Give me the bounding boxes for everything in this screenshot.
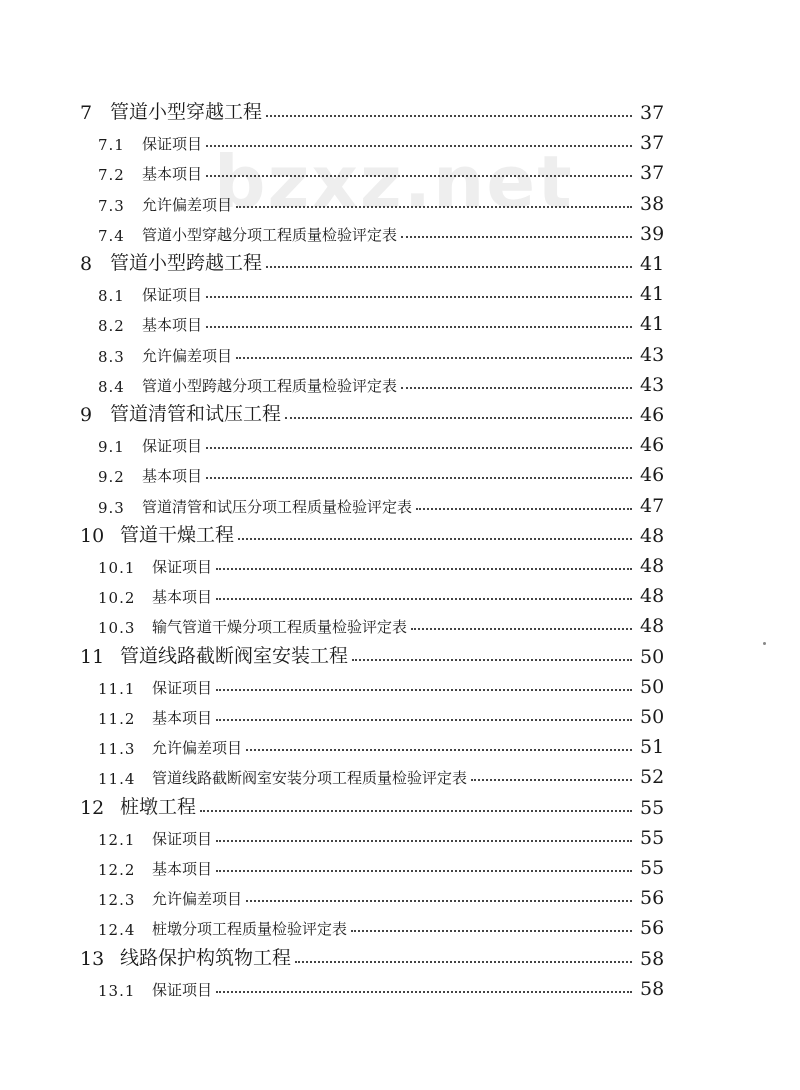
toc-entry-number: 8 (80, 253, 93, 275)
toc-entry-number: 11.2 (98, 710, 136, 728)
dot-leader (401, 387, 632, 389)
dot-leader (236, 357, 632, 359)
toc-entry-number: 9 (80, 404, 93, 426)
toc-section-row[interactable] (98, 456, 672, 486)
toc-section-row[interactable] (98, 185, 672, 215)
dot-leader (285, 417, 632, 419)
dot-leader (216, 870, 632, 872)
toc-entry-title: 管道小型跨越工程 (110, 252, 263, 274)
toc-page-number: 50 (640, 706, 665, 728)
toc-entry-title: 管道干燥工程 (120, 523, 235, 546)
toc-entry-number: 10 (80, 524, 105, 547)
toc-section-row[interactable] (98, 909, 672, 939)
dot-leader (416, 508, 632, 510)
dot-leader (471, 779, 632, 781)
toc-entry-number: 11.1 (98, 679, 136, 698)
toc-page-number: 48 (640, 615, 665, 638)
toc-section-row[interactable] (98, 366, 672, 396)
toc-page-number: 41 (640, 283, 665, 306)
toc-chapter-row[interactable] (80, 638, 672, 668)
toc-entry-title: 基本项目 (152, 860, 213, 878)
speck (763, 642, 766, 645)
toc-entry-number: 12 (80, 796, 105, 819)
dot-leader (206, 145, 632, 147)
toc-page-number: 46 (640, 434, 665, 457)
toc-entry-number: 13.1 (98, 981, 136, 1000)
toc-entry-title: 允许偏差项目 (142, 346, 233, 365)
dot-leader (236, 206, 632, 208)
toc-entry-title: 基本项目 (142, 467, 203, 486)
toc-section-row[interactable] (98, 758, 672, 788)
toc-entry-title: 输气管道干燥分项工程质量检验评定表 (152, 618, 408, 637)
toc-section-row[interactable] (98, 849, 672, 879)
dot-leader (351, 930, 632, 932)
toc-entry-title: 允许偏差项目 (142, 195, 233, 214)
toc-entry-title: 管道清管和试压分项工程质量检验评定表 (142, 497, 413, 516)
toc-entry-title: 桩墩分项工程质量检验评定表 (152, 920, 348, 939)
toc-chapter-row[interactable] (80, 940, 672, 970)
toc-section-row[interactable] (98, 879, 672, 909)
toc-entry-title: 桩墩工程 (120, 795, 197, 818)
toc-chapter-row[interactable] (80, 396, 672, 426)
toc-page-number: 50 (640, 675, 665, 698)
toc-entry-number: 9.3 (98, 498, 125, 517)
dot-leader (238, 538, 632, 540)
toc-section-row[interactable] (98, 577, 672, 607)
dot-leader (206, 477, 632, 479)
toc-entry-number: 12.1 (98, 830, 136, 849)
toc-page-number: 48 (640, 555, 665, 577)
dot-leader (401, 236, 632, 238)
toc-page-number: 55 (640, 796, 665, 819)
toc-entry-number: 11.3 (98, 740, 136, 759)
toc-page-number: 56 (640, 917, 665, 940)
toc-entry-number: 7.3 (98, 196, 125, 215)
toc-page-number: 37 (640, 132, 665, 155)
toc-page-number: 56 (640, 887, 665, 910)
toc-page-number: 58 (640, 947, 665, 970)
toc-page-number: 46 (640, 404, 665, 426)
toc-entry-number: 8.2 (98, 317, 125, 336)
toc-entry-number: 7.1 (98, 136, 125, 155)
toc-entry-number: 10.1 (98, 559, 136, 577)
toc-chapter-row[interactable] (80, 789, 672, 819)
toc-chapter-row[interactable] (80, 94, 672, 124)
toc-entry-title: 线路保护构筑物工程 (120, 946, 292, 969)
toc-section-row[interactable] (98, 215, 672, 245)
toc-page-number: 48 (640, 524, 665, 547)
dot-leader (206, 175, 632, 177)
toc-entry-title: 管道小型跨越分项工程质量检验评定表 (142, 376, 398, 395)
toc-section-row[interactable] (98, 668, 672, 698)
toc-entry-number: 7.4 (98, 226, 125, 245)
toc-entry-number: 10.3 (98, 619, 136, 638)
toc-entry-number: 11 (80, 645, 105, 668)
toc-entry-title: 保证项目 (152, 980, 213, 999)
toc-entry-number: 8.1 (98, 287, 125, 306)
dot-leader (216, 991, 632, 993)
toc-entry-title: 管道小型穿越工程 (110, 101, 263, 123)
dot-leader (206, 447, 632, 449)
dot-leader (200, 810, 632, 812)
toc-entry-title: 基本项目 (152, 709, 213, 727)
toc-entry-number: 11.4 (98, 770, 136, 789)
toc-entry-title: 基本项目 (152, 588, 213, 607)
toc-page-number: 37 (640, 162, 665, 185)
toc-section-row[interactable] (98, 426, 672, 456)
toc-entry-number: 8.3 (98, 347, 125, 366)
toc-entry-title: 保证项目 (142, 135, 203, 154)
toc-chapter-row[interactable] (80, 517, 672, 547)
toc-section-row[interactable] (98, 607, 672, 637)
toc-entry-title: 管道线路截断阀室安装工程 (120, 644, 349, 667)
toc-entry-number: 13 (80, 947, 105, 970)
dot-leader (295, 961, 632, 963)
dot-leader (216, 598, 632, 600)
dot-leader (246, 900, 632, 902)
toc-entry-title: 允许偏差项目 (152, 890, 243, 909)
toc-entry-title: 保证项目 (152, 558, 213, 576)
toc-page-number: 46 (640, 464, 665, 487)
toc-page-number: 55 (640, 826, 665, 849)
toc-page-number: 48 (640, 585, 665, 608)
dot-leader (206, 296, 632, 298)
toc-page-number: 58 (640, 977, 665, 1000)
toc-entry-number: 7.2 (98, 166, 125, 185)
toc-entry-number: 9.1 (98, 438, 125, 457)
dot-leader (352, 659, 632, 661)
toc-page-number: 43 (640, 343, 665, 366)
dot-leader (266, 115, 632, 117)
toc-page-number: 47 (640, 494, 665, 517)
toc-entry-title: 保证项目 (152, 829, 213, 848)
toc-page-number: 51 (640, 736, 665, 759)
toc-section-row[interactable] (98, 154, 672, 184)
toc-entry-title: 基本项目 (142, 165, 203, 184)
toc-section-row[interactable] (98, 970, 672, 1000)
watermark: bzxz.net (214, 140, 574, 224)
dot-leader (206, 326, 632, 328)
dot-leader (216, 840, 632, 842)
toc-section-row[interactable] (98, 728, 672, 758)
toc-entry-number: 7 (80, 102, 93, 124)
toc-section-row[interactable] (98, 275, 672, 305)
toc-entry-number: 9.2 (98, 468, 125, 487)
toc-entry-title: 允许偏差项目 (152, 739, 243, 758)
toc-section-row[interactable] (98, 305, 672, 335)
toc-section-row[interactable] (98, 547, 672, 577)
toc-page-number: 39 (640, 222, 665, 245)
toc-entry-number: 8.4 (98, 377, 125, 396)
toc-page-number: 55 (640, 857, 665, 879)
toc-page-number: 38 (640, 192, 665, 215)
toc-page-number: 41 (640, 313, 665, 336)
toc-entry-title: 保证项目 (142, 437, 203, 456)
toc-section-row[interactable] (98, 124, 672, 154)
toc-entry-title: 管道小型穿越分项工程质量检验评定表 (142, 225, 398, 244)
toc-section-row[interactable] (98, 336, 672, 366)
dot-leader (246, 749, 632, 751)
toc-entry-number: 10.2 (98, 589, 136, 608)
toc-entry-title: 基本项目 (142, 316, 203, 335)
dot-leader (216, 719, 632, 721)
toc-entry-title: 保证项目 (142, 286, 203, 305)
toc-chapter-row[interactable] (80, 245, 672, 275)
toc-entry-number: 12.4 (98, 921, 136, 940)
dot-leader (411, 628, 632, 630)
toc-page-number: 50 (640, 645, 665, 668)
toc-page-number: 37 (640, 102, 665, 124)
toc-entry-number: 12.2 (98, 861, 136, 879)
toc-entry-title: 管道线路截断阀室安装分项工程质量检验评定表 (152, 769, 468, 788)
toc-entry-title: 管道清管和试压工程 (110, 403, 282, 425)
toc-entry-title: 保证项目 (152, 678, 213, 697)
toc-section-row[interactable] (98, 819, 672, 849)
dot-leader (266, 266, 632, 268)
toc-page-number: 43 (640, 373, 665, 396)
toc-page-number: 52 (640, 766, 665, 789)
dot-leader (216, 689, 632, 691)
toc-section-row[interactable] (98, 698, 672, 728)
toc-entry-number: 12.3 (98, 891, 136, 910)
toc-page-number: 41 (640, 253, 665, 275)
toc-section-row[interactable] (98, 487, 672, 517)
dot-leader (216, 568, 632, 570)
